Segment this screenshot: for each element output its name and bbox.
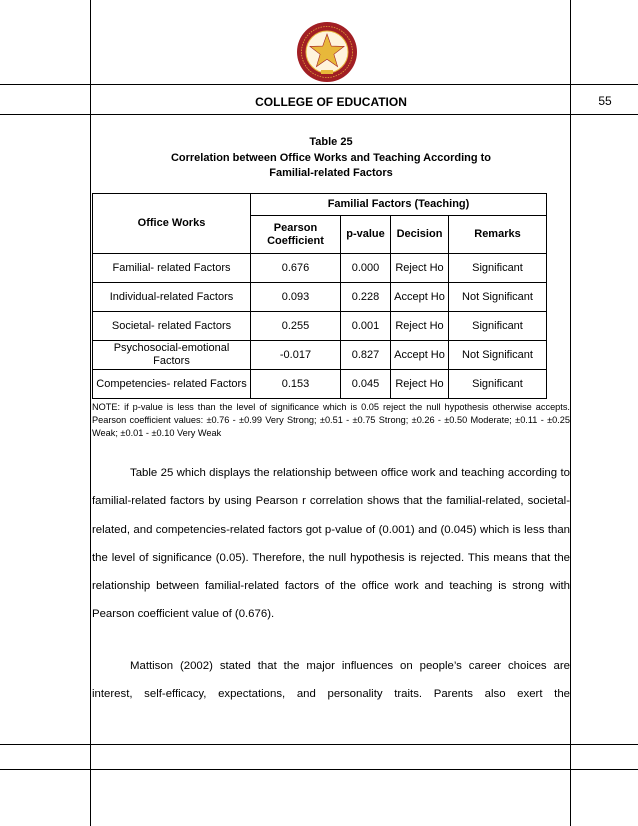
header-top-line — [0, 84, 638, 85]
table-note: NOTE: if p-value is less than the level of significance which is 0.05 reject the null hypothesis otherwise accepts. Pearson coefficient values: ±0.76 - ±0.99 Very Strong; ±0.51 - ±0.75 Strong; ±0.26 - ±0.50 Moderate; ±0.11 - ±0.25 Weak; ±0.01 - ±0.10 Very Weak — [92, 402, 570, 438]
table-row — [93, 341, 547, 370]
remarks-cell: Significant — [449, 370, 547, 399]
remarks-cell: Not Significant — [449, 283, 547, 312]
body-paragraph-1: Table 25 which displays the relationship between office work and teaching according to familial-related factors by using Pearson r correlation shows that the familial-related, societal-related, and competencies-related factors got p-value of (0.001) and (0.045) which is less than the level of significance (0.05). Therefore, the null hypothesis is rejected. This means that the relationship between familial-related factors of the office work and teaching is strong with Pearson coefficient value of (0.676). — [92, 467, 570, 621]
table-row — [93, 283, 547, 312]
familial-factors-header: Familial Factors (Teaching) — [251, 194, 547, 216]
remarks-cell: Significant — [449, 254, 547, 283]
table-number: Table 25 — [309, 136, 353, 148]
remarks-cell: Not Significant — [449, 341, 547, 370]
footer-top-line — [0, 744, 638, 745]
p-value-cell: 0.000 — [341, 254, 391, 283]
remarks-cell: Significant — [449, 312, 547, 341]
p-value-cell: 0.001 — [341, 312, 391, 341]
header-title: COLLEGE OF EDUCATION — [255, 95, 407, 109]
table-caption-line1: Correlation between Office Works and Teaching According to — [170, 152, 492, 164]
header-bottom-line — [0, 114, 638, 115]
left-margin-line — [90, 0, 91, 826]
decision-cell: Reject Ho — [391, 312, 449, 341]
p-value-cell: 0.045 — [341, 370, 391, 399]
table-row — [93, 370, 547, 399]
remarks-header: Remarks — [449, 216, 547, 254]
pearson-cell: -0.017 — [251, 341, 341, 370]
table-row — [93, 312, 547, 341]
decision-cell: Accept Ho — [391, 283, 449, 312]
p-value-header: p-value — [341, 216, 391, 254]
table-row — [93, 254, 547, 283]
pearson-cell: 0.676 — [251, 254, 341, 283]
decision-header: Decision — [391, 216, 449, 254]
factor-cell: Individual-related Factors — [93, 283, 251, 312]
pearson-cell: 0.255 — [251, 312, 341, 341]
table-caption-line2: Familial-related Factors — [269, 167, 393, 179]
factor-cell: Familial- related Factors — [93, 254, 251, 283]
pearson-cell: 0.093 — [251, 283, 341, 312]
p-value-cell: 0.827 — [341, 341, 391, 370]
right-margin-line — [570, 0, 571, 826]
decision-cell: Reject Ho — [391, 370, 449, 399]
office-works-header: Office Works — [93, 194, 251, 254]
factor-cell: Societal- related Factors — [93, 312, 251, 341]
p-value-cell: 0.228 — [341, 283, 391, 312]
factor-cell: Psychosocial-emotional Factors — [93, 341, 251, 370]
pearson-header: Pearson Coefficient — [251, 216, 341, 254]
body-paragraph-2: Mattison (2002) stated that the major influences on people’s career choices are interest, self-efficacy, expectations, and personality traits. Parents also exert the — [92, 660, 570, 701]
decision-cell: Accept Ho — [391, 341, 449, 370]
page-number: 55 — [598, 94, 612, 108]
correlation-table — [92, 193, 547, 399]
university-seal-logo — [296, 21, 358, 83]
footer-bottom-line — [0, 769, 638, 770]
pearson-cell: 0.153 — [251, 370, 341, 399]
factor-cell: Competencies- related Factors — [93, 370, 251, 399]
decision-cell: Reject Ho — [391, 254, 449, 283]
